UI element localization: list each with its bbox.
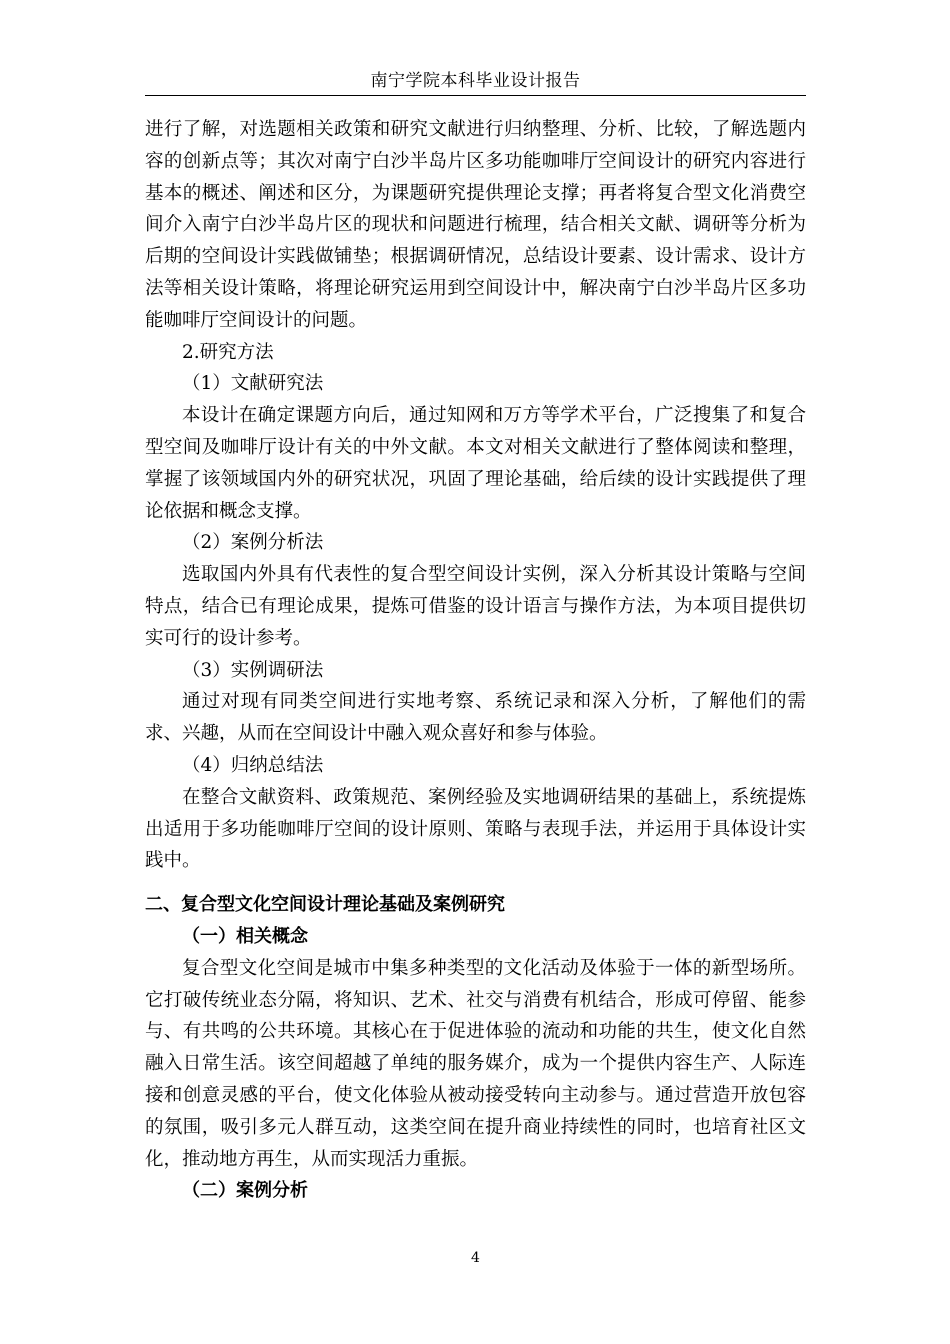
intro-paragraph: 进行了解，对选题相关政策和研究文献进行归纳整理、分析、比较，了解选题内容的创新点等；其次对南宁白沙半岛片区多功能咖啡厅空间设计的研究内容进行基本的概述、阐述和区分，为课题研究提供理论支撑；再者将复合型文化消费空间介入南宁白沙半岛片区的现状和问题进行梳理，结合相关文献、调研等分析为后期的空间设计实践做铺垫；根据调研情况，总结设计要素、设计需求、设计方法等相关设计策略，将理论研究运用到空间设计中，解决南宁白沙半岛片区多功能咖啡厅空间设计的问题。 <box>145 119 806 331</box>
method-2-paragraph: 选取国内外具有代表性的复合型空间设计实例，深入分析其设计策略与空间特点，结合已有理论成果，提炼可借鉴的设计语言与操作方法，为本项目提供切实可行的设计参考。 <box>145 564 806 649</box>
subsection-2-heading: （二）案例分析 <box>182 1180 308 1202</box>
running-header: 南宁学院本科毕业设计报告 <box>370 71 581 91</box>
page-body <box>145 114 806 1207</box>
section-2-heading: 二、复合型文化空间设计理论基础及案例研究 <box>145 894 505 916</box>
methods-heading: 2.研究方法 <box>182 341 274 363</box>
subsection-1-heading: （一）相关概念 <box>182 925 308 947</box>
header-divider <box>145 95 806 96</box>
method-4-title: （4）归纳总结法 <box>182 754 324 776</box>
page-number: 4 <box>471 1250 480 1266</box>
method-3-title: （3）实例调研法 <box>182 659 324 681</box>
method-3-paragraph: 通过对现有同类空间进行实地考察、系统记录和深入分析，了解他们的需求、兴趣，从而在空间设计中融入观众喜好和参与体验。 <box>145 691 806 745</box>
method-4-paragraph: 在整合文献资料、政策规范、案例经验及实地调研结果的基础上，系统提炼出适用于多功能咖啡厅空间的设计原则、策略与表现手法，并运用于具体设计实践中。 <box>145 786 806 872</box>
method-1-paragraph: 本设计在确定课题方向后，通过知网和万方等学术平台，广泛搜集了和复合型空间及咖啡厅设计有关的中外文献。本文对相关文献进行了整体阅读和整理，掌握了该领域国内外的研究状况，巩固了理论基础，给后续的设计实践提供了理论依据和概念支撑。 <box>145 405 806 522</box>
method-2-title: （2）案例分析法 <box>182 532 324 554</box>
method-1-title: （1）文献研究法 <box>182 373 324 395</box>
subsection-1-paragraph: 复合型文化空间是城市中集多种类型的文化活动及体验于一体的新型场所。它打破传统业态分隔，将知识、艺术、社交与消费有机结合，形成可停留、能参与、有共鸣的公共环境。其核心在于促进体验的流动和功能的共生，使文化自然融入日常生活。该空间超越了单纯的服务媒介，成为一个提供内容生产、人际连接和创意灵感的平台，使文化体验从被动接受转向主动参与。通过营造开放包容的氛围，吸引多元人群互动，这类空间在提升商业持续性的同时，也培育社区文化，推动地方再生，从而实现活力重振。 <box>145 957 806 1170</box>
